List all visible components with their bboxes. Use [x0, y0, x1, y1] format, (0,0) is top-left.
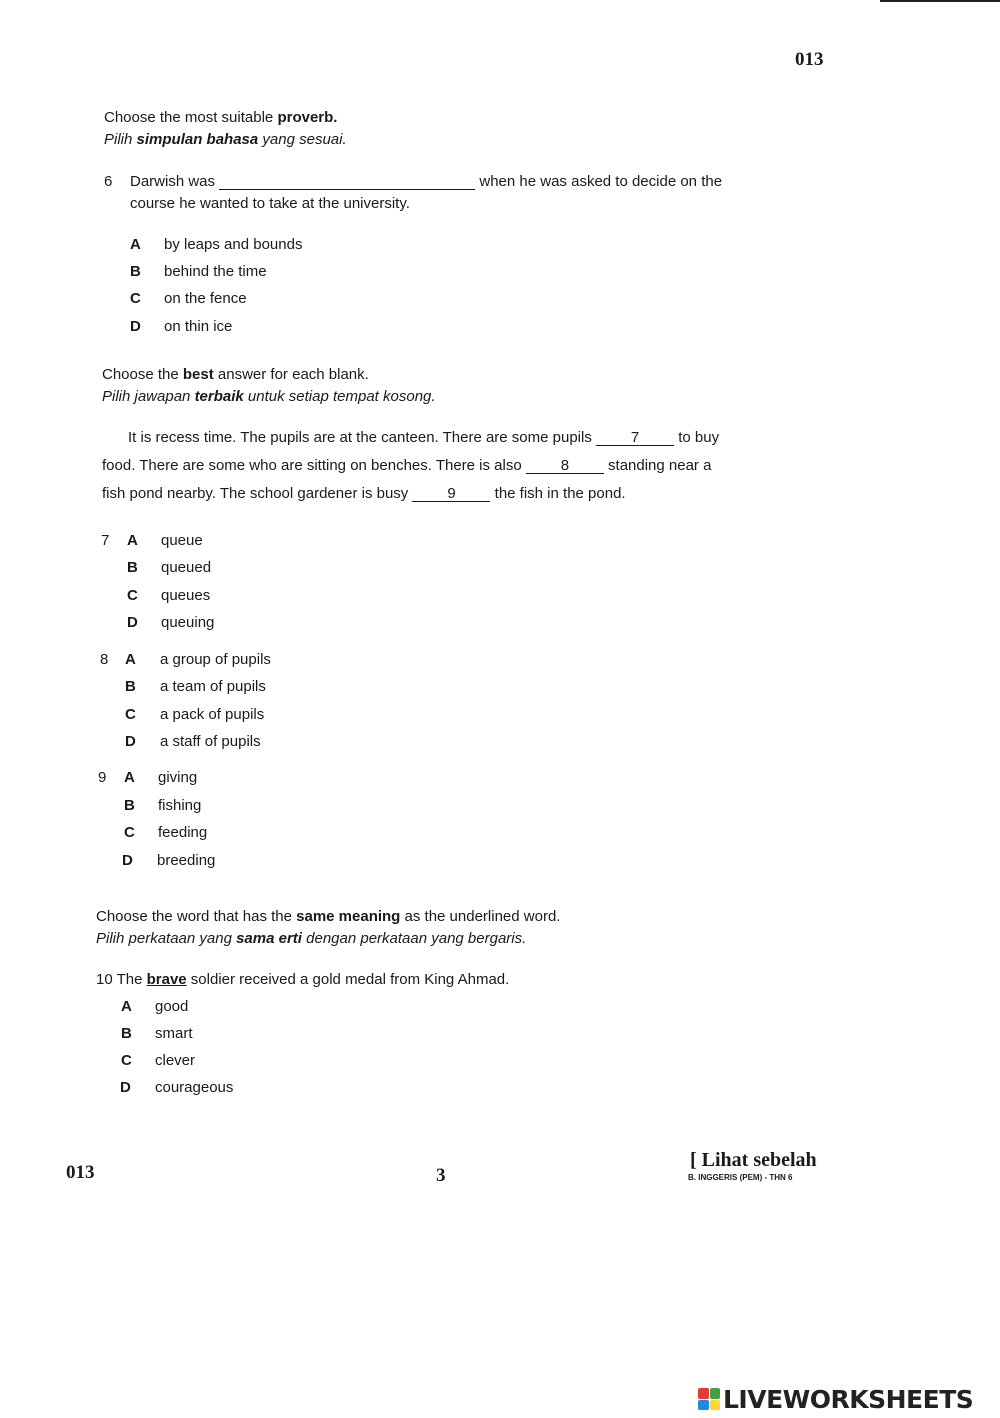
logo-square-yellow [710, 1400, 721, 1411]
underlined-word: brave [146, 971, 187, 988]
passage-text: to buy [678, 429, 720, 446]
option-text: courageous [155, 1079, 234, 1096]
option-letter: A [125, 651, 136, 668]
instruction-proverb-en [104, 109, 337, 126]
question-9-number: 9 [98, 769, 107, 786]
option-letter: C [121, 1052, 132, 1069]
option-letter: B [125, 678, 136, 695]
instruction-text: Choose the word that has the [96, 908, 297, 925]
option-text: giving [158, 769, 198, 786]
option-letter: D [122, 852, 133, 869]
instruction-text: Choose the [102, 366, 183, 383]
instruction-keyword: proverb. [277, 109, 338, 126]
next-page-note: [ Lihat sebelah [690, 1149, 817, 1171]
instruction-text: dengan perkataan yang bergaris. [301, 930, 527, 947]
instruction-keyword: same meaning [296, 908, 401, 925]
option-letter: A [127, 532, 138, 549]
answer-blank[interactable] [219, 175, 475, 190]
instruction-keyword: simpulan bahasa [136, 131, 259, 148]
passage-text: It is recess time. The pupils are at the canteen. There are some pupils [128, 429, 592, 446]
option-letter: C [125, 706, 136, 723]
question-10-stem [96, 971, 509, 988]
passage-blank-9[interactable]: 9 [412, 487, 490, 502]
question-10-number: 10 [96, 971, 113, 988]
option-letter: C [124, 824, 135, 841]
option-text: a group of pupils [160, 651, 271, 668]
option-text: smart [155, 1025, 193, 1042]
option-letter: D [130, 318, 141, 335]
option-text: good [155, 998, 189, 1015]
question-7-number: 7 [101, 532, 110, 549]
top-edge-line [880, 0, 1000, 2]
option-text: behind the time [164, 263, 267, 280]
passage-line-2 [102, 457, 711, 474]
question-text: when he was asked to decide on the [479, 173, 723, 190]
liveworksheets-logo-icon [698, 1388, 720, 1410]
option-letter: C [130, 290, 141, 307]
option-text: a pack of pupils [160, 706, 265, 723]
option-text: queue [161, 532, 203, 549]
liveworksheets-watermark [698, 1386, 973, 1412]
instruction-text: Choose the most suitable [104, 109, 278, 126]
question-6-stem-line2: course he wanted to take at the university. [130, 195, 410, 212]
passage-blank-7[interactable]: 7 [596, 431, 674, 446]
option-text: feeding [158, 824, 208, 841]
logo-square-red [698, 1388, 709, 1399]
page-number: 3 [436, 1165, 446, 1186]
option-text: fishing [158, 797, 202, 814]
option-letter: A [124, 769, 135, 786]
option-text: queued [161, 559, 212, 576]
instruction-text: Pilih perkataan yang [96, 930, 237, 947]
instruction-text: Pilih [104, 131, 137, 148]
page-code-top: 013 [795, 49, 824, 70]
liveworksheets-text: LIVEWORKSHEETS [723, 1384, 974, 1414]
passage-text: fish pond nearby. The school gardener is busy [102, 485, 409, 502]
passage-text: food. There are some who are sitting on benches. There is also [102, 457, 522, 474]
question-text: soldier received a gold medal from King Ahmad. [186, 971, 510, 988]
option-text: queues [161, 587, 211, 604]
logo-square-green [710, 1388, 721, 1399]
option-letter: D [127, 614, 138, 631]
instruction-blank-my [102, 388, 436, 405]
subject-code: B. INGGERIS (PEM) - THN 6 [688, 1173, 793, 1182]
option-letter: D [120, 1079, 131, 1096]
instruction-text: as the underlined word. [400, 908, 561, 925]
option-letter: D [125, 733, 136, 750]
option-letter: B [121, 1025, 132, 1042]
instruction-meaning-en [96, 908, 560, 925]
instruction-meaning-my [96, 930, 526, 947]
option-letter: C [127, 587, 138, 604]
option-text: clever [155, 1052, 196, 1069]
instruction-proverb-my [104, 131, 347, 148]
option-letter: B [124, 797, 135, 814]
passage-text: the fish in the pond. [494, 485, 626, 502]
instruction-blank-en [102, 366, 369, 383]
instruction-text: Pilih jawapan [102, 388, 195, 405]
question-6-number: 6 [104, 173, 113, 190]
option-letter: B [127, 559, 138, 576]
passage-line-3 [102, 485, 626, 502]
option-text: by leaps and bounds [164, 236, 303, 253]
question-text: Darwish was [130, 173, 216, 190]
option-text: a staff of pupils [160, 733, 261, 750]
option-text: on the fence [164, 290, 247, 307]
instruction-text: untuk setiap tempat kosong. [243, 388, 436, 405]
page-code-bottom: 013 [66, 1162, 95, 1183]
instruction-keyword: best [182, 366, 214, 383]
instruction-text: answer for each blank. [213, 366, 369, 383]
question-6-stem [130, 173, 722, 190]
option-text: queuing [161, 614, 215, 631]
instruction-text: yang sesuai. [258, 131, 347, 148]
question-text: The [116, 971, 147, 988]
question-8-number: 8 [100, 651, 109, 668]
passage-text: standing near a [608, 457, 712, 474]
option-text: breeding [157, 852, 216, 869]
option-letter: A [130, 236, 141, 253]
passage-line-1 [128, 429, 719, 446]
option-text: on thin ice [164, 318, 233, 335]
option-text: a team of pupils [160, 678, 266, 695]
instruction-keyword: terbaik [194, 388, 244, 405]
logo-square-blue [698, 1400, 709, 1411]
passage-blank-8[interactable]: 8 [526, 459, 604, 474]
option-letter: A [121, 998, 132, 1015]
instruction-keyword: sama erti [236, 930, 302, 947]
option-letter: B [130, 263, 141, 280]
